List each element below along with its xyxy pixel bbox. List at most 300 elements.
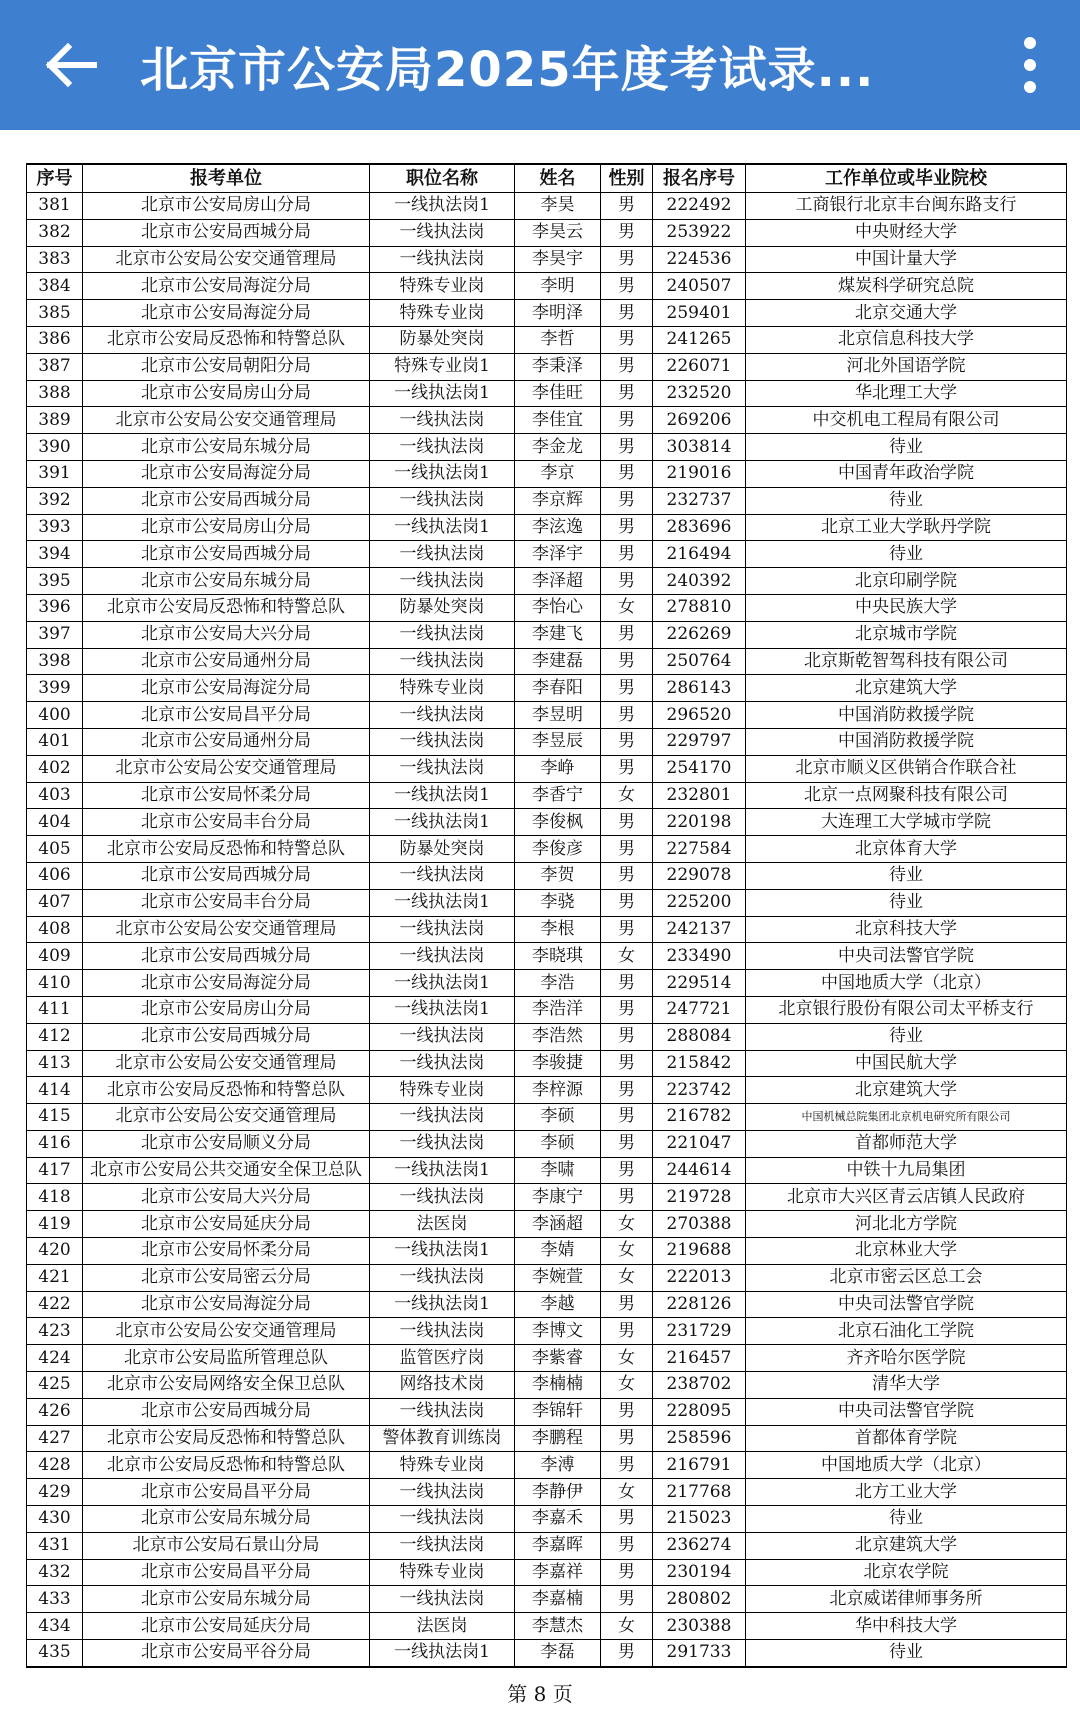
- cell-reg-no: 230388: [653, 1613, 746, 1640]
- cell-position: 一线执法岗: [370, 1532, 515, 1559]
- cell-position: 特殊专业岗: [370, 273, 515, 300]
- cell-seq: 423: [27, 1318, 83, 1345]
- cell-gender: 男: [601, 1559, 653, 1586]
- cell-gender: 男: [601, 1023, 653, 1050]
- cell-position: 一线执法岗: [370, 943, 515, 970]
- cell-name: 李昊: [515, 193, 601, 220]
- arrow-left-icon: [42, 41, 98, 89]
- cell-position: 特殊专业岗: [370, 300, 515, 327]
- cell-name: 李佳旺: [515, 380, 601, 407]
- cell-position: 一线执法岗1: [370, 1238, 515, 1265]
- cell-school: 首都师范大学: [746, 1130, 1067, 1157]
- table-row: [27, 380, 1067, 407]
- table-row: [27, 648, 1067, 675]
- cell-unit: 北京市公安局西城分局: [83, 1398, 370, 1425]
- cell-name: 李浩洋: [515, 996, 601, 1023]
- cell-unit: 北京市公安局反恐怖和特警总队: [83, 836, 370, 863]
- cell-gender: 男: [601, 621, 653, 648]
- cell-reg-no: 215023: [653, 1506, 746, 1533]
- cell-reg-no: 236274: [653, 1532, 746, 1559]
- more-options-button[interactable]: [980, 0, 1080, 130]
- cell-seq: 383: [27, 246, 83, 273]
- cell-position: 一线执法岗: [370, 568, 515, 595]
- cell-position: 一线执法岗: [370, 916, 515, 943]
- cell-name: 李秉泽: [515, 353, 601, 380]
- cell-school: 北京市大兴区青云店镇人民政府: [746, 1184, 1067, 1211]
- cell-unit: 北京市公安局公安交通管理局: [83, 1050, 370, 1077]
- cell-school: 中国地质大学（北京）: [746, 970, 1067, 997]
- cell-unit: 北京市公安局通州分局: [83, 648, 370, 675]
- cell-gender: 男: [601, 1184, 653, 1211]
- table-row: [27, 1452, 1067, 1479]
- cell-name: 李贺: [515, 862, 601, 889]
- cell-seq: 399: [27, 675, 83, 702]
- table-row: [27, 1372, 1067, 1399]
- table-row: [27, 1506, 1067, 1533]
- cell-seq: 395: [27, 568, 83, 595]
- cell-gender: 男: [601, 809, 653, 836]
- cell-unit: 北京市公安局公安交通管理局: [83, 1318, 370, 1345]
- cell-position: 一线执法岗: [370, 1318, 515, 1345]
- cell-gender: 男: [601, 970, 653, 997]
- cell-reg-no: 244614: [653, 1157, 746, 1184]
- cell-gender: 男: [601, 1532, 653, 1559]
- cell-gender: 男: [601, 380, 653, 407]
- cell-position: 一线执法岗: [370, 621, 515, 648]
- cell-reg-no: 220198: [653, 809, 746, 836]
- cell-reg-no: 217768: [653, 1479, 746, 1506]
- cell-name: 李梓源: [515, 1077, 601, 1104]
- column-header: 职位名称: [370, 164, 515, 193]
- cell-reg-no: 296520: [653, 702, 746, 729]
- cell-seq: 402: [27, 755, 83, 782]
- cell-position: 防暴处突岗: [370, 594, 515, 621]
- cell-school: 清华大学: [746, 1372, 1067, 1399]
- cell-unit: 北京市公安局昌平分局: [83, 1479, 370, 1506]
- cell-gender: 男: [601, 1640, 653, 1667]
- table-row: [27, 1291, 1067, 1318]
- cell-unit: 北京市公安局公安交通管理局: [83, 916, 370, 943]
- cell-seq: 397: [27, 621, 83, 648]
- cell-seq: 387: [27, 353, 83, 380]
- table-row: [27, 728, 1067, 755]
- cell-reg-no: 225200: [653, 889, 746, 916]
- cell-position: 一线执法岗: [370, 407, 515, 434]
- cell-seq: 394: [27, 541, 83, 568]
- cell-gender: 男: [601, 219, 653, 246]
- cell-seq: 417: [27, 1157, 83, 1184]
- cell-school: 北京威诺律师事务所: [746, 1586, 1067, 1613]
- cell-gender: 男: [601, 193, 653, 220]
- cell-school: 北京体育大学: [746, 836, 1067, 863]
- cell-school: 北京农学院: [746, 1559, 1067, 1586]
- cell-school: 北京银行股份有限公司太平桥支行: [746, 996, 1067, 1023]
- cell-name: 李俊枫: [515, 809, 601, 836]
- cell-seq: 382: [27, 219, 83, 246]
- table-row: [27, 300, 1067, 327]
- table-row: [27, 1318, 1067, 1345]
- cell-school: 北京建筑大学: [746, 675, 1067, 702]
- cell-name: 李昱辰: [515, 728, 601, 755]
- cell-name: 李建飞: [515, 621, 601, 648]
- cell-school: 待业: [746, 434, 1067, 461]
- admission-roster-table: [26, 163, 1067, 1668]
- cell-name: 李金龙: [515, 434, 601, 461]
- cell-position: 一线执法岗1: [370, 889, 515, 916]
- cell-name: 李静伊: [515, 1479, 601, 1506]
- cell-reg-no: 250764: [653, 648, 746, 675]
- cell-name: 李怡心: [515, 594, 601, 621]
- table-row: [27, 943, 1067, 970]
- cell-unit: 北京市公安局公安交通管理局: [83, 1104, 370, 1131]
- cell-gender: 男: [601, 702, 653, 729]
- cell-name: 李俊彦: [515, 836, 601, 863]
- cell-gender: 男: [601, 487, 653, 514]
- cell-name: 李博文: [515, 1318, 601, 1345]
- cell-reg-no: 280802: [653, 1586, 746, 1613]
- column-header: 性别: [601, 164, 653, 193]
- cell-seq: 435: [27, 1640, 83, 1667]
- cell-seq: 388: [27, 380, 83, 407]
- cell-reg-no: 269206: [653, 407, 746, 434]
- cell-unit: 北京市公安局东城分局: [83, 568, 370, 595]
- cell-school: 中铁十九局集团: [746, 1157, 1067, 1184]
- table-row: [27, 1238, 1067, 1265]
- cell-gender: 男: [601, 541, 653, 568]
- cell-school: 中国民航大学: [746, 1050, 1067, 1077]
- cell-reg-no: 232737: [653, 487, 746, 514]
- cell-school: 河北外国语学院: [746, 353, 1067, 380]
- cell-name: 李京: [515, 460, 601, 487]
- column-header: 工作单位或毕业院校: [746, 164, 1067, 193]
- cell-school: 北京科技大学: [746, 916, 1067, 943]
- cell-seq: 409: [27, 943, 83, 970]
- cell-gender: 男: [601, 353, 653, 380]
- cell-position: 一线执法岗: [370, 755, 515, 782]
- cell-position: 一线执法岗: [370, 702, 515, 729]
- cell-gender: 男: [601, 728, 653, 755]
- cell-reg-no: 288084: [653, 1023, 746, 1050]
- cell-school: 中央司法警官学院: [746, 943, 1067, 970]
- table-row: [27, 246, 1067, 273]
- table-row: [27, 1640, 1067, 1667]
- cell-unit: 北京市公安局西城分局: [83, 541, 370, 568]
- cell-unit: 北京市公安局房山分局: [83, 380, 370, 407]
- column-header: 报名序号: [653, 164, 746, 193]
- back-button[interactable]: [0, 0, 140, 130]
- cell-reg-no: 226269: [653, 621, 746, 648]
- cell-gender: 男: [601, 1077, 653, 1104]
- cell-gender: 女: [601, 943, 653, 970]
- cell-position: 网络技术岗: [370, 1372, 515, 1399]
- cell-seq: 432: [27, 1559, 83, 1586]
- cell-school: 北京一点网聚科技有限公司: [746, 782, 1067, 809]
- cell-school: 北京建筑大学: [746, 1532, 1067, 1559]
- cell-unit: 北京市公安局平谷分局: [83, 1640, 370, 1667]
- table-row: [27, 916, 1067, 943]
- cell-seq: 415: [27, 1104, 83, 1131]
- cell-reg-no: 227584: [653, 836, 746, 863]
- cell-gender: 女: [601, 1211, 653, 1238]
- table-row: [27, 1532, 1067, 1559]
- cell-reg-no: 240392: [653, 568, 746, 595]
- cell-school: 待业: [746, 862, 1067, 889]
- cell-school: 待业: [746, 541, 1067, 568]
- cell-name: 李根: [515, 916, 601, 943]
- cell-position: 一线执法岗: [370, 1398, 515, 1425]
- cell-seq: 431: [27, 1532, 83, 1559]
- cell-name: 李晓琪: [515, 943, 601, 970]
- cell-position: 一线执法岗1: [370, 1157, 515, 1184]
- cell-unit: 北京市公安局海淀分局: [83, 300, 370, 327]
- cell-gender: 男: [601, 1104, 653, 1131]
- cell-position: 一线执法岗: [370, 1104, 515, 1131]
- page-title: 北京市公安局2025年度考试录...: [140, 41, 875, 98]
- cell-position: 一线执法岗1: [370, 996, 515, 1023]
- table-row: [27, 1104, 1067, 1131]
- cell-seq: 389: [27, 407, 83, 434]
- cell-seq: 405: [27, 836, 83, 863]
- cell-school: 华中科技大学: [746, 1613, 1067, 1640]
- table-row: [27, 621, 1067, 648]
- table-body: [27, 193, 1067, 1667]
- cell-seq: 414: [27, 1077, 83, 1104]
- cell-unit: 北京市公安局朝阳分局: [83, 353, 370, 380]
- cell-unit: 北京市公安局海淀分局: [83, 970, 370, 997]
- cell-unit: 北京市公安局反恐怖和特警总队: [83, 1077, 370, 1104]
- cell-school: 待业: [746, 889, 1067, 916]
- cell-gender: 男: [601, 675, 653, 702]
- cell-position: 防暴处突岗: [370, 326, 515, 353]
- cell-unit: 北京市公安局西城分局: [83, 862, 370, 889]
- cell-reg-no: 286143: [653, 675, 746, 702]
- cell-gender: 男: [601, 1506, 653, 1533]
- cell-gender: 男: [601, 300, 653, 327]
- cell-unit: 北京市公安局西城分局: [83, 487, 370, 514]
- cell-reg-no: 238702: [653, 1372, 746, 1399]
- table-row: [27, 541, 1067, 568]
- table-row: [27, 675, 1067, 702]
- cell-reg-no: 224536: [653, 246, 746, 273]
- cell-reg-no: 240507: [653, 273, 746, 300]
- cell-position: 一线执法岗: [370, 1264, 515, 1291]
- cell-name: 李康宁: [515, 1184, 601, 1211]
- column-header: 报考单位: [83, 164, 370, 193]
- cell-gender: 男: [601, 407, 653, 434]
- cell-school: 北京交通大学: [746, 300, 1067, 327]
- cell-seq: 403: [27, 782, 83, 809]
- cell-school: 中国机械总院集团北京机电研究所有限公司: [746, 1104, 1067, 1131]
- cell-unit: 北京市公安局海淀分局: [83, 675, 370, 702]
- cell-seq: 427: [27, 1425, 83, 1452]
- cell-seq: 400: [27, 702, 83, 729]
- cell-unit: 北京市公安局公安交通管理局: [83, 755, 370, 782]
- cell-school: 华北理工大学: [746, 380, 1067, 407]
- cell-position: 一线执法岗: [370, 1130, 515, 1157]
- cell-school: 中国消防救援学院: [746, 728, 1067, 755]
- cell-gender: 男: [601, 1050, 653, 1077]
- cell-reg-no: 216782: [653, 1104, 746, 1131]
- cell-reg-no: 226071: [653, 353, 746, 380]
- cell-position: 一线执法岗: [370, 728, 515, 755]
- cell-seq: 421: [27, 1264, 83, 1291]
- cell-school: 待业: [746, 487, 1067, 514]
- cell-name: 李涵超: [515, 1211, 601, 1238]
- cell-gender: 男: [601, 434, 653, 461]
- table-row: [27, 1586, 1067, 1613]
- column-header: 姓名: [515, 164, 601, 193]
- cell-seq: 393: [27, 514, 83, 541]
- table-row: [27, 193, 1067, 220]
- cell-seq: 413: [27, 1050, 83, 1077]
- cell-name: 李硕: [515, 1130, 601, 1157]
- cell-reg-no: 228126: [653, 1291, 746, 1318]
- cell-position: 一线执法岗: [370, 1506, 515, 1533]
- cell-name: 李建磊: [515, 648, 601, 675]
- cell-unit: 北京市公安局延庆分局: [83, 1211, 370, 1238]
- cell-position: 一线执法岗: [370, 1050, 515, 1077]
- cell-reg-no: 222013: [653, 1264, 746, 1291]
- cell-reg-no: 229514: [653, 970, 746, 997]
- table-row: [27, 1345, 1067, 1372]
- cell-name: 李泽宇: [515, 541, 601, 568]
- cell-school: 北京印刷学院: [746, 568, 1067, 595]
- cell-unit: 北京市公安局东城分局: [83, 1586, 370, 1613]
- cell-name: 李哲: [515, 326, 601, 353]
- cell-seq: 426: [27, 1398, 83, 1425]
- table-row: [27, 1264, 1067, 1291]
- cell-position: 特殊专业岗1: [370, 353, 515, 380]
- cell-seq: 416: [27, 1130, 83, 1157]
- cell-position: 一线执法岗1: [370, 809, 515, 836]
- cell-unit: 北京市公安局西城分局: [83, 943, 370, 970]
- table-row: [27, 755, 1067, 782]
- cell-gender: 男: [601, 326, 653, 353]
- cell-unit: 北京市公安局西城分局: [83, 1023, 370, 1050]
- cell-school: 待业: [746, 1640, 1067, 1667]
- cell-name: 李慧杰: [515, 1613, 601, 1640]
- cell-gender: 男: [601, 1425, 653, 1452]
- cell-name: 李峥: [515, 755, 601, 782]
- cell-name: 李京辉: [515, 487, 601, 514]
- cell-reg-no: 291733: [653, 1640, 746, 1667]
- cell-gender: 男: [601, 1318, 653, 1345]
- cell-position: 一线执法岗: [370, 1586, 515, 1613]
- cell-unit: 北京市公安局昌平分局: [83, 702, 370, 729]
- cell-reg-no: 254170: [653, 755, 746, 782]
- cell-position: 一线执法岗1: [370, 460, 515, 487]
- cell-unit: 北京市公安局反恐怖和特警总队: [83, 1425, 370, 1452]
- cell-position: 一线执法岗1: [370, 1640, 515, 1667]
- cell-seq: 381: [27, 193, 83, 220]
- cell-school: 中央财经大学: [746, 219, 1067, 246]
- cell-reg-no: 247721: [653, 996, 746, 1023]
- cell-reg-no: 283696: [653, 514, 746, 541]
- cell-school: 北京石油化工学院: [746, 1318, 1067, 1345]
- cell-name: 李浩然: [515, 1023, 601, 1050]
- cell-gender: 男: [601, 514, 653, 541]
- table-row: [27, 1559, 1067, 1586]
- table-row: [27, 1130, 1067, 1157]
- table-row: [27, 1425, 1067, 1452]
- cell-unit: 北京市公安局丰台分局: [83, 889, 370, 916]
- cell-gender: 男: [601, 273, 653, 300]
- cell-position: 一线执法岗: [370, 219, 515, 246]
- cell-name: 李昊云: [515, 219, 601, 246]
- cell-name: 李明泽: [515, 300, 601, 327]
- cell-position: 一线执法岗: [370, 1479, 515, 1506]
- cell-reg-no: 229078: [653, 862, 746, 889]
- cell-reg-no: 216457: [653, 1345, 746, 1372]
- cell-school: 首都体育学院: [746, 1425, 1067, 1452]
- table-row: [27, 568, 1067, 595]
- cell-gender: 女: [601, 782, 653, 809]
- cell-position: 一线执法岗: [370, 862, 515, 889]
- cell-position: 特殊专业岗: [370, 1452, 515, 1479]
- cell-school: 大连理工大学城市学院: [746, 809, 1067, 836]
- cell-unit: 北京市公安局通州分局: [83, 728, 370, 755]
- cell-school: 中国计量大学: [746, 246, 1067, 273]
- cell-unit: 北京市公安局东城分局: [83, 1506, 370, 1533]
- table-row: [27, 514, 1067, 541]
- cell-name: 李香宁: [515, 782, 601, 809]
- cell-name: 李嘉禾: [515, 1506, 601, 1533]
- cell-school: 中国青年政治学院: [746, 460, 1067, 487]
- table-row: [27, 487, 1067, 514]
- cell-gender: 男: [601, 246, 653, 273]
- cell-name: 李泫逸: [515, 514, 601, 541]
- cell-reg-no: 228095: [653, 1398, 746, 1425]
- document-view[interactable]: [0, 130, 1080, 1725]
- cell-name: 李浩: [515, 970, 601, 997]
- cell-seq: 434: [27, 1613, 83, 1640]
- cell-gender: 男: [601, 836, 653, 863]
- table-row: [27, 1077, 1067, 1104]
- cell-unit: 北京市公安局石景山分局: [83, 1532, 370, 1559]
- cell-reg-no: 258596: [653, 1425, 746, 1452]
- cell-gender: 女: [601, 1372, 653, 1399]
- table-row: [27, 594, 1067, 621]
- table-row: [27, 1479, 1067, 1506]
- cell-school: 北方工业大学: [746, 1479, 1067, 1506]
- cell-reg-no: 233490: [653, 943, 746, 970]
- table-row: [27, 1211, 1067, 1238]
- cell-name: 李婉萱: [515, 1264, 601, 1291]
- cell-unit: 北京市公安局大兴分局: [83, 1184, 370, 1211]
- cell-gender: 男: [601, 1130, 653, 1157]
- cell-gender: 男: [601, 862, 653, 889]
- cell-unit: 北京市公安局反恐怖和特警总队: [83, 326, 370, 353]
- more-vertical-icon: [1020, 35, 1040, 95]
- cell-school: 北京信息科技大学: [746, 326, 1067, 353]
- cell-unit: 北京市公安局大兴分局: [83, 621, 370, 648]
- cell-reg-no: 219728: [653, 1184, 746, 1211]
- cell-seq: 396: [27, 594, 83, 621]
- cell-gender: 男: [601, 1398, 653, 1425]
- cell-unit: 北京市公安局网络安全保卫总队: [83, 1372, 370, 1399]
- cell-position: 一线执法岗1: [370, 193, 515, 220]
- table-row: [27, 1157, 1067, 1184]
- cell-unit: 北京市公安局监所管理总队: [83, 1345, 370, 1372]
- cell-school: 中央司法警官学院: [746, 1291, 1067, 1318]
- cell-position: 一线执法岗1: [370, 782, 515, 809]
- cell-gender: 女: [601, 594, 653, 621]
- cell-reg-no: 216494: [653, 541, 746, 568]
- cell-name: 李楠楠: [515, 1372, 601, 1399]
- cell-gender: 男: [601, 1157, 653, 1184]
- cell-seq: 406: [27, 862, 83, 889]
- cell-seq: 420: [27, 1238, 83, 1265]
